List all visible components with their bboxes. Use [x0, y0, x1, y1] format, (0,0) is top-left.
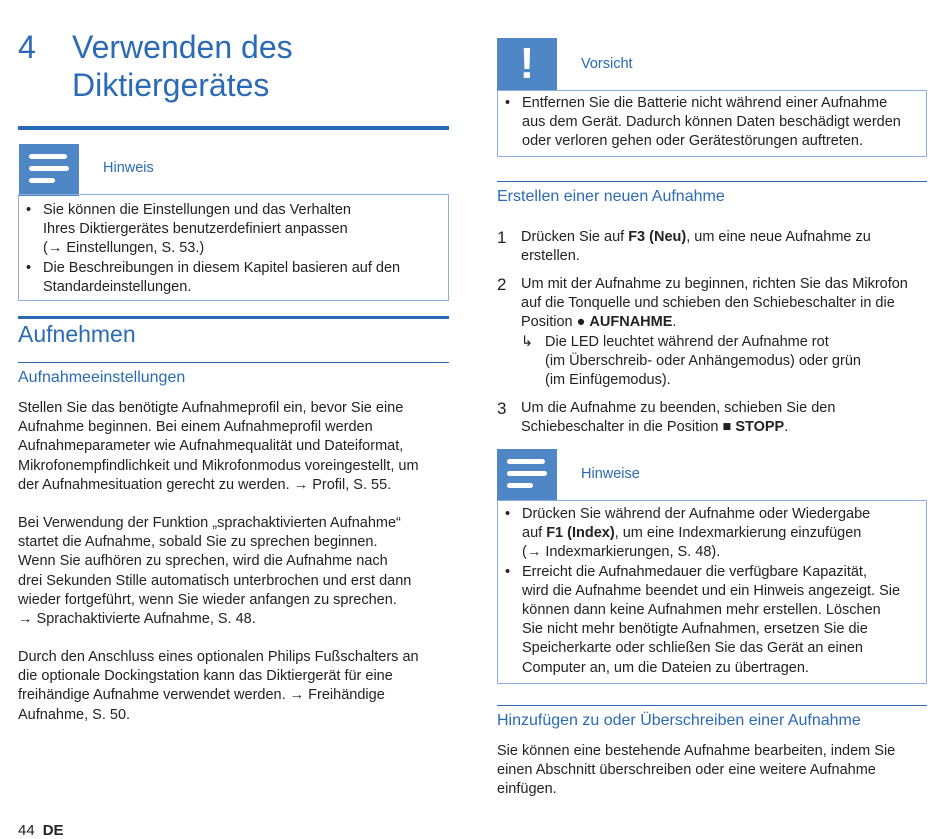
- caution-item: • Entfernen Sie die Batterie nicht während einer Aufnahme aus dem Gerät. Dadurch können Daten beschädigt werden oder verloren gehen oder Gerätestörungen auftreten.: [498, 94, 926, 152]
- note-icon: [19, 144, 79, 196]
- section-rule: [18, 316, 449, 319]
- note-box: [18, 194, 449, 301]
- note-heading: Hinweis: [103, 160, 154, 176]
- note-item: • Die Beschreibungen in diesem Kapitel basieren auf den Standardeinstellungen.: [19, 259, 448, 297]
- caution-box: [497, 90, 927, 157]
- warning-icon: !: [497, 38, 557, 90]
- key-f1: F1 (Index): [546, 525, 615, 542]
- key-stopp: STOPP: [735, 419, 785, 436]
- step-1: 1 Drücken Sie auf F3 (Neu), um eine neue Aufnahme zu erstellen.: [497, 228, 871, 265]
- step-3: 3 Um die Aufnahme zu beenden, schieben Sie den Schiebeschalter in die Position ■ STOPP.: [497, 399, 836, 436]
- language-code: DE: [42, 822, 64, 839]
- chapter-number: 4: [18, 29, 36, 65]
- key-aufnahme: AUFNAHME: [589, 314, 673, 331]
- key-f3: F3 (Neu): [628, 229, 687, 245]
- paragraph-profile: Stellen Sie das benötigte Aufnahmeprofil ein, bevor Sie eine Aufnahme beginnen. Bei einem Aufnahmeprofil werden Aufnahmeparameter wie Aufnahmequalität und Dateiformat, Mikrofonempfindlichkeit und Mikrofonmodus voreingestellt, um der Aufnahmesituation gerecht zu werden. → Profil, S. 55.: [18, 400, 419, 493]
- step-2: 2 Um mit der Aufnahme zu beginnen, richten Sie das Mikrofon auf die Tonquelle und schieben den Schiebeschalter in die Position ● AUFNAHME. ↳ Die LED leuchtet während der Aufnahme rot (im Überschreib- oder Anhängemodus) oder grün (im Einfügemodus).: [497, 275, 908, 389]
- chapter-rule: [18, 126, 449, 130]
- subsection-rule: [497, 705, 927, 706]
- stop-symbol: ■: [722, 419, 732, 436]
- subsection-title-hinzufuegen: Hinzufügen zu oder Überschreiben einer Aufnahme: [497, 712, 861, 729]
- notes-item: • Erreicht die Aufnahmedauer die verfügbare Kapazität, wird die Aufnahme beendet und ein Hinweis angezeigt. Sie können dann keine Aufnahmen mehr erstellen. Löschen Sie nicht mehr benötigte Aufnahmen, ersetzen Sie die Speicherkarte oder schließen Sie das Gerät an einen Computer an, um die Dateien zu übertragen.: [498, 563, 926, 678]
- subsection-title-aufnahmeeinstellungen: Aufnahmeeinstellungen: [18, 369, 186, 386]
- subsection-title-erstellen: Erstellen einer neuen Aufnahme: [497, 188, 725, 205]
- page-footer: [18, 822, 64, 839]
- note-item: • Sie können die Einstellungen und das Verhalten Ihres Diktiergerätes benutzerdefiniert anpassen (→ Einstellungen, S. 53.): [19, 201, 448, 259]
- caution-heading: Vorsicht: [581, 56, 633, 72]
- section-title: Aufnehmen: [18, 321, 136, 347]
- notes-box: [497, 500, 927, 684]
- notes-heading: Hinweise: [581, 466, 640, 482]
- record-symbol: ●: [576, 314, 586, 331]
- subsection-rule: [18, 362, 449, 363]
- paragraph-voice-activated: Bei Verwendung der Funktion „sprachaktivierten Aufnahme“ startet die Aufnahme, sobald Sie zu sprechen beginnen. Wenn Sie aufhören zu sprechen, wird die Aufnahme nach drei Sekunden Stille automatisch unterbrochen und erst dann wieder fortgeführt, wenn Sie wieder anfangen zu sprechen. → Sprachaktivierte Aufnahme, S. 48.: [18, 515, 412, 628]
- notes-item: • Drücken Sie während der Aufnahme oder Wiedergabe auf F1 (Index), um eine Indexmarkierung einzufügen (→ Indexmarkierungen, S. 48).: [498, 505, 926, 563]
- subsection-rule: [497, 181, 927, 182]
- chapter-title: Verwenden des Diktiergerätes: [72, 29, 293, 103]
- page-number: 44: [18, 822, 35, 839]
- paragraph-footswitch: Durch den Anschluss eines optionalen Philips Fußschalters an die optionale Dockingstation kann das Diktiergerät für eine freihändige Aufnahme verwendet werden. → Freihändige Aufnahme, S. 50.: [18, 649, 419, 723]
- notes-icon: [497, 449, 557, 501]
- paragraph-hinzufuegen: Sie können eine bestehende Aufnahme bearbeiten, indem Sie einen Abschnitt überschreiben oder eine weitere Aufnahme einfügen.: [497, 743, 896, 798]
- result-arrow-icon: ↳: [521, 333, 534, 350]
